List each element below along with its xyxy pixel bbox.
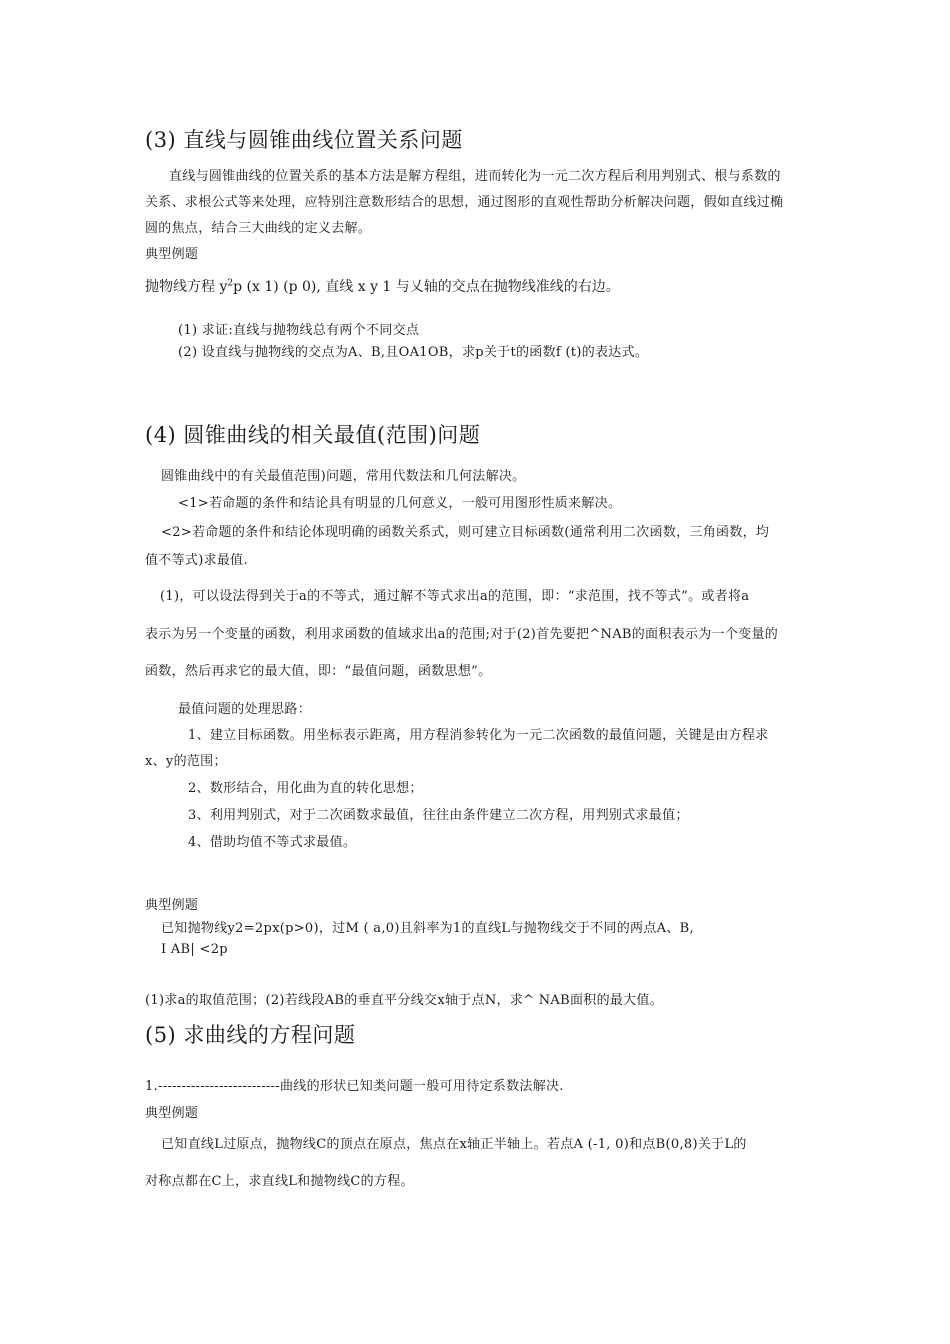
section-5-heading: (5) 求曲线的方程问题 <box>145 1023 356 1047</box>
example-label: 典型例题 <box>145 898 199 913</box>
section-4-approach-4: 4、借助均值不等式求最值。 <box>188 835 357 850</box>
section-3-heading: (3) 直线与圆锥曲线位置关系问题 <box>145 128 463 152</box>
section-4-approach-title: 最值问题的处理思路： <box>178 702 312 717</box>
section-3-paragraph-line: 关系、求根公式等来处理，应特别注意数形结合的思想，通过图形的直观性帮助分析解决问题，假如直线过椭 <box>145 195 784 210</box>
section-4-case-1: <1>若命题的条件和结论具有明显的几何意义，一般可用图形性质来解决。 <box>178 496 622 511</box>
section-5-example-line: 已知直线L过原点，抛物线C的顶点在原点，焦点在x轴正半轴上。若点A (-1, 0)和点B(0,8)关于L的 <box>161 1137 747 1152</box>
example-label: 典型例题 <box>145 247 199 262</box>
section-3-item-1: (1) 求证:直线与抛物线总有两个不同交点 <box>178 323 420 338</box>
section-3-item-2: (2) 设直线与抛物线的交点为A、B,且OA1OB，求p关于t的函数f (t)的表达式。 <box>178 345 649 360</box>
section-4-discussion-line: 表示为另一个变量的函数，利用求函数的值域求出a的范围;对于(2)首先要把^NAB的面积表示为一个变量的 <box>145 627 779 642</box>
section-4-case-2-line: <2>若命题的条件和结论体现明确的函数关系式，则可建立目标函数(通常利用二次函数，三角函数，均 <box>161 525 770 540</box>
example-label: 典型例题 <box>145 1106 199 1121</box>
section-4-approach-2: 2、数形结合，用化曲为直的转化思想； <box>188 781 423 796</box>
section-5-example-line: 对称点都在C上，求直线L和抛物线C的方程。 <box>145 1174 414 1189</box>
section-4-intro: 圆锥曲线中的有关最值范围)问题，常用代数法和几何法解决。 <box>161 469 526 484</box>
section-4-approach-1-line: 1、建立目标函数。用坐标表示距离，用方程消参转化为一元二次函数的最值问题，关键是由方程求 <box>188 728 769 743</box>
section-5-line-1: 1.--------------------------曲线的形状已知类问题一般可用待定系数法解决. <box>145 1079 564 1094</box>
section-4-approach-3: 3、利用判别式，对于二次函数求最值，往往由条件建立二次方程，用判别式求最值； <box>188 808 689 823</box>
section-4-discussion-line: (1)，可以设法得到关于a的不等式，通过解不等式求出a的范围，即：“求范围，找不等式”。或者将a <box>160 589 750 604</box>
problem-exponent: 2 <box>227 278 234 289</box>
section-3-paragraph-line: 圆的焦点，结合三大曲线的定义去解。 <box>145 221 372 236</box>
section-3-problem <box>145 276 620 296</box>
section-4-example-line: I AB| <2p <box>161 942 228 957</box>
section-4-case-2-line: 值不等式)求最值. <box>145 553 248 568</box>
section-3-paragraph-line: 直线与圆锥曲线的位置关系的基本方法是解方程组，进而转化为一元二次方程后利用判别式、根与系数的 <box>169 169 781 184</box>
section-4-approach-1-line: x、y的范围； <box>145 754 227 769</box>
section-4-example-questions: (1)求a的取值范围；(2)若线段AB的垂直平分线交x轴于点N，求^ NAB面积的最大值。 <box>145 993 664 1008</box>
problem-text-end: p (x 1) (p 0), 直线 x y 1 与乂轴的交点在抛物线准线的右边。 <box>233 279 620 295</box>
section-4-heading: (4) 圆锥曲线的相关最值(范围)问题 <box>145 423 481 447</box>
section-4-discussion-line: 函数，然后再求它的最大值，即：“最值问题，函数思想”。 <box>145 664 492 679</box>
problem-text-start: 抛物线方程 y <box>145 279 228 295</box>
section-4-example-line: 已知抛物线y2=2px(p>0)，过M ( a,0)且斜率为1的直线L与抛物线交于不同的两点A、B, <box>161 921 694 936</box>
